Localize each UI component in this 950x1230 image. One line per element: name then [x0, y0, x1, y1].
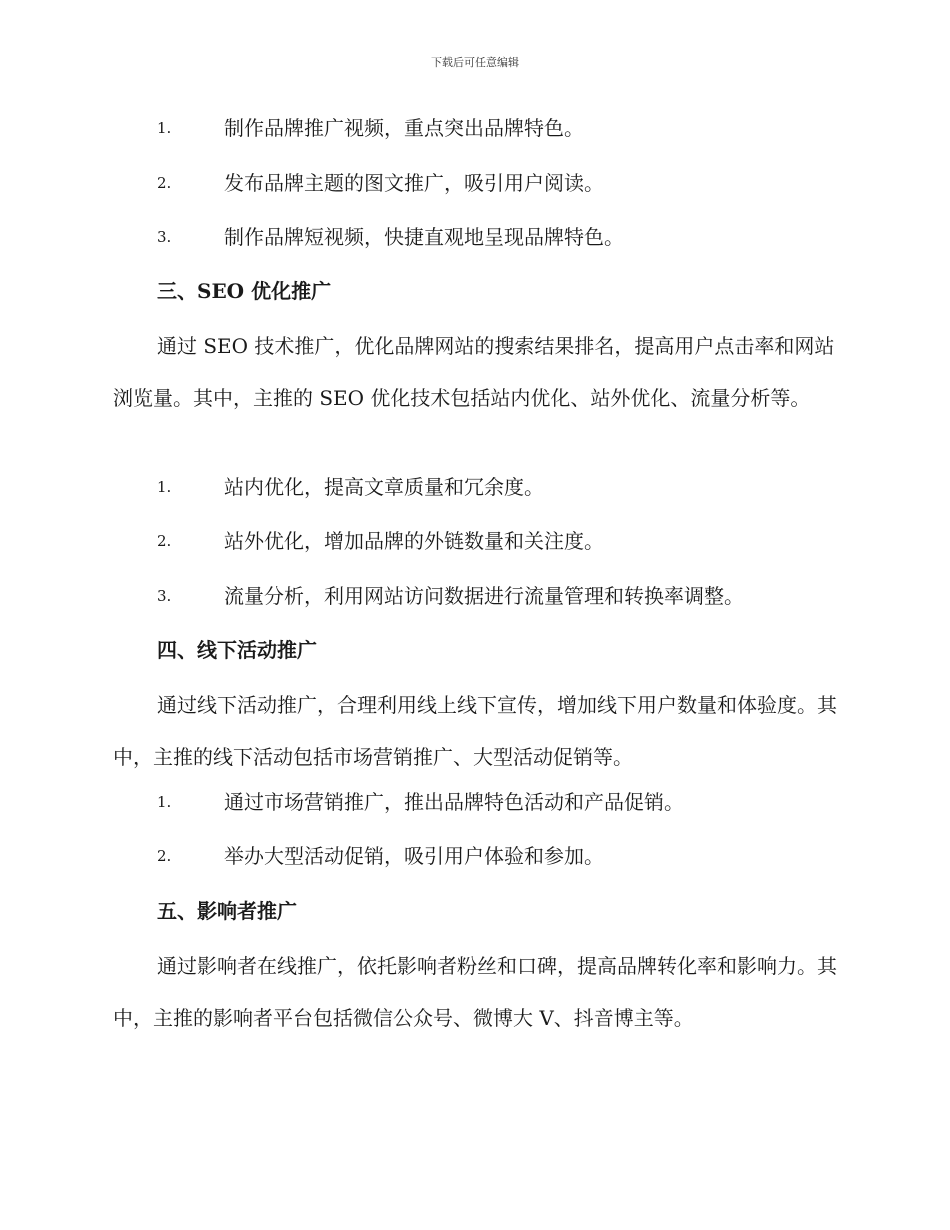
- list-number: 1.: [157, 793, 172, 811]
- paragraph: 通过 SEO 技术推广，优化品牌网站的搜索结果排名，提高用户点击率和网站浏览量。其中，主推的 SEO 优化技术包括站内优化、站外优化、流量分析等。: [113, 334, 835, 410]
- list-text: 制作品牌推广视频，重点突出品牌特色。: [224, 116, 584, 140]
- list-text: 制作品牌短视频，快捷直观地呈现品牌特色。: [224, 225, 624, 249]
- paragraph: 通过线下活动推广，合理利用线上线下宣传，增加线下用户数量和体验度。其中，主推的线下活动包括市场营销推广、大型活动促销等。: [113, 693, 837, 769]
- list-number: 3.: [157, 228, 172, 246]
- page-header: 下载后可任意编辑: [431, 56, 519, 69]
- list-number: 2.: [157, 532, 172, 550]
- list-text: 通过市场营销推广，推出品牌特色活动和产品促销。: [224, 790, 684, 814]
- list-number: 1.: [157, 119, 172, 137]
- list-number: 3.: [157, 587, 172, 605]
- section-heading-text: 三、SEO 优化推广: [157, 279, 332, 303]
- list-number: 1.: [157, 478, 172, 496]
- paragraph: 通过影响者在线推广，依托影响者粉丝和口碑，提高品牌转化率和影响力。其中，主推的影响者平台包括微信公众号、微博大 V、抖音博主等。: [113, 954, 837, 1030]
- list-number: 2.: [157, 847, 172, 865]
- section-heading-text: 五、影响者推广: [157, 899, 297, 923]
- list-text: 站外优化，增加品牌的外链数量和关注度。: [224, 529, 604, 553]
- list-number: 2.: [157, 174, 172, 192]
- list-text: 举办大型活动促销，吸引用户体验和参加。: [224, 844, 604, 868]
- list-text: 站内优化，提高文章质量和冗余度。: [224, 475, 544, 499]
- section-heading-text: 四、线下活动推广: [157, 638, 317, 662]
- list-text: 发布品牌主题的图文推广，吸引用户阅读。: [224, 171, 604, 195]
- list-text: 流量分析，利用网站访问数据进行流量管理和转换率调整。: [224, 584, 744, 608]
